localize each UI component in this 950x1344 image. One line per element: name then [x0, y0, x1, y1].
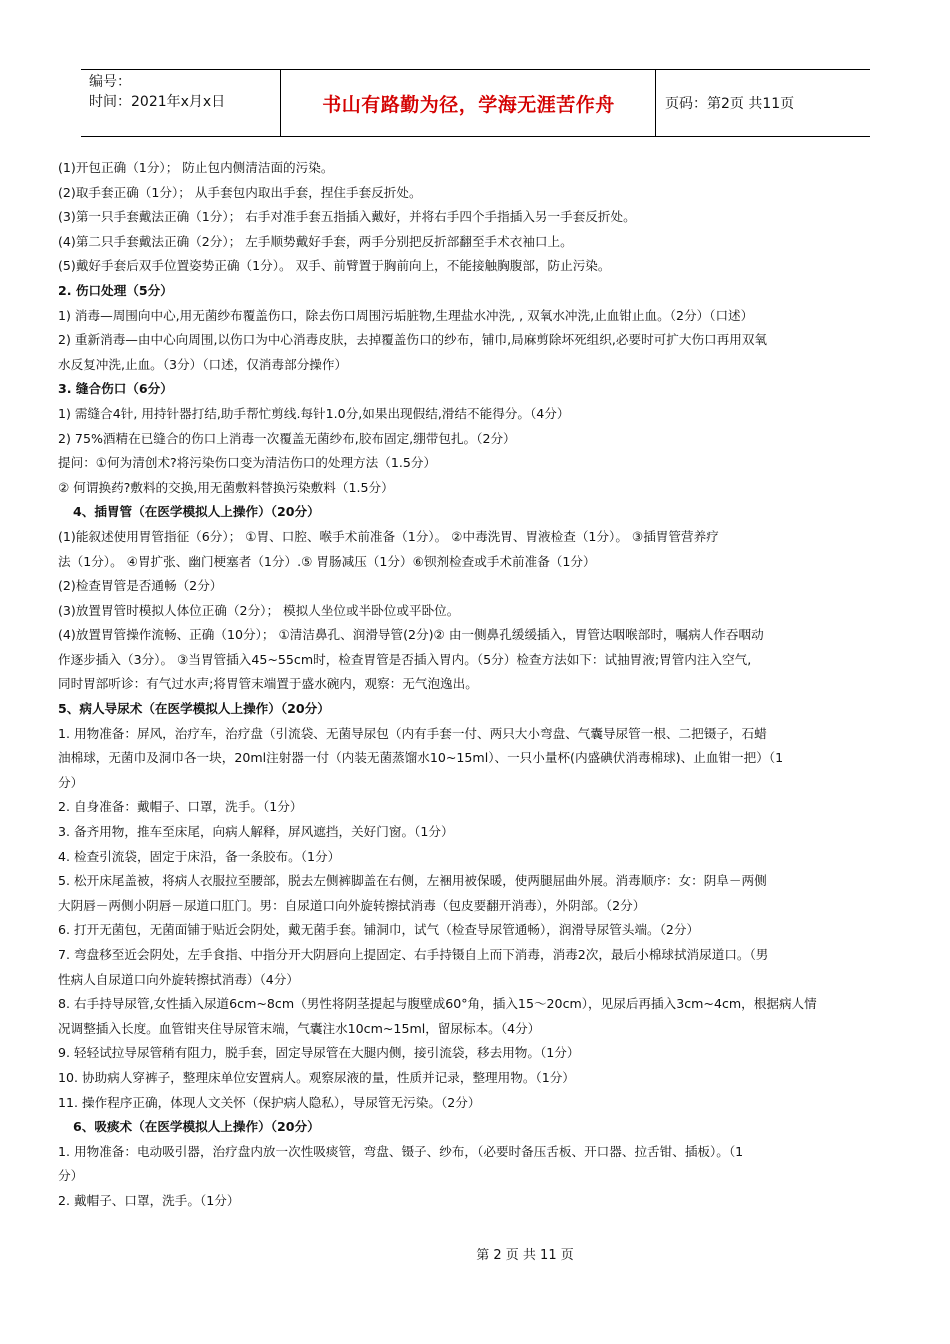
- text-line: 7. 弯盘移至近会阴处，左手食指、中指分开大阴唇向上提固定、右手持镊自上而下消毒，消毒2次，最后小棉球拭消尿道口。（男: [58, 947, 769, 962]
- text-line: 11. 操作程序正确，体现人文关怀（保护病人隐私），导尿管无污染。（2分）: [58, 1094, 481, 1110]
- text-line: 3. 备齐用物，推车至床尾，向病人解释，屏风遮挡，关好门窗。（1分）: [58, 824, 454, 840]
- text-line: 提问：①何为清创术?将污染伤口变为清洁伤口的处理方法（1.5分）: [58, 455, 437, 471]
- header-motto: 书山有路勤为径，学海无涯苦作舟: [282, 70, 656, 136]
- text-line: 10. 协助病人穿裤子，整理床单位安置病人。观察尿液的量，性质并记录，整理用物。（1分）: [58, 1069, 575, 1085]
- text-line: 1) 需缝合4针, 用持针器打结,助手帮忙剪线.每针1.0分,如果出现假结,滑结不能得分。（4分）: [58, 405, 570, 421]
- text-line: 油棉球，无菌巾及洞巾各一块，20ml注射器一付（内装无菌蒸馏水10~15ml）、一只小量杯(内盛碘伏消毒棉球)、止血钳一把）（1: [58, 750, 784, 766]
- text-line: (1)开包正确（1分）； 防止包内侧清洁面的污染。: [58, 160, 334, 175]
- text-line: 4. 检查引流袋，固定于床沿，备一条胶布。（1分）: [58, 848, 341, 864]
- header-page-number: 页码：第2页 共11页: [665, 96, 795, 112]
- text-line: (2)检查胃管是否通畅（2分）: [58, 578, 223, 594]
- text-line: (3)放置胃管时模拟人体位正确（2分）； 模拟人坐位或半卧位或平卧位。: [58, 602, 460, 618]
- text-line: 水反复冲洗,止血。（3分）（口述，仅消毒部分操作）: [58, 356, 348, 372]
- text-line: (4)第二只手套戴法正确（2分）； 左手顺势戴好手套，两手分别把反折部翻至手术衣袖口上。: [58, 233, 573, 249]
- text-line: 性病人自尿道口向外旋转擦拭消毒）（4分）: [58, 971, 299, 987]
- text-line: 分）: [58, 1168, 84, 1184]
- text-line: 2. 自身准备：戴帽子、口罩，洗手。（1分）: [58, 799, 303, 815]
- section-heading: 5、病人导尿术（在医学模拟人上操作）（20分）: [58, 701, 330, 717]
- section-heading: 4、插胃管（在医学模拟人上操作）（20分）: [73, 504, 320, 520]
- page-footer: 第 2 页 共 11 页: [476, 1248, 574, 1263]
- text-line: 8. 右手持导尿管,女性插入尿道6cm~8cm（男性将阴茎提起与腹壁成60°角，插入15～20cm），见尿后再插入3cm~4cm，根据病人情: [58, 996, 817, 1012]
- text-line: 5. 松开床尾盖被，将病人衣服拉至腰部，脱去左侧裤脚盖在右侧，左裍用被保暖，使两腿屈曲外展。消毒顺序：女：阴阜－两侧: [58, 873, 767, 889]
- text-line: ② 何谓换药?敷料的交换,用无菌敷料替换污染敷料（1.5分）: [58, 479, 394, 495]
- text-line: 1. 用物准备：电动吸引器，治疗盘内放一次性吸痰管，弯盘、镊子、纱布，（必要时备压舌板、开口器、拉舌钳、插板）。（1: [58, 1143, 744, 1159]
- section-heading: 6、吸痰术（在医学模拟人上操作）（20分）: [73, 1119, 320, 1135]
- document-number-label: 编号：: [89, 74, 131, 90]
- text-line: 大阴唇－两侧小阴唇－尿道口肛门。男：自尿道口向外旋转擦拭消毒（包皮要翻开消毒），外阴部。（2分）: [58, 897, 646, 913]
- text-line: 1. 用物准备：屏风，治疗车，治疗盘（引流袋、无菌导尿包（内有手套一付、两只大小弯盘、气囊导尿管一根、二把镊子，石蜡: [58, 725, 767, 741]
- text-line: 2. 戴帽子、口罩，洗手。（1分）: [58, 1192, 240, 1208]
- text-line: 分）: [58, 774, 84, 790]
- section-heading: 3. 缝合伤口（6分）: [58, 381, 173, 397]
- text-line: 2) 重新消毒—由中心向周围,以伤口为中心消毒皮肤，去掉覆盖伤口的纱布，铺巾,局麻剪除坏死组织,必要时可扩大伤口再用双氧: [58, 332, 768, 348]
- text-line: (1)能叙述使用胃管指征（6分）； ①胃、口腔、喉手术前准备（1分）。 ②中毒洗胃、胃液检查（1分）。 ③插胃管营养疗: [58, 528, 719, 544]
- text-line: (3)第一只手套戴法正确（1分）； 右手对准手套五指插入戴好，并将右手四个手指插入另一手套反折处。: [58, 209, 636, 225]
- text-line: (5)戴好手套后双手位置姿势正确（1分）。 双手、前臂置于胸前向上，不能接触胸腹部，防止污染。: [58, 258, 611, 274]
- text-line: 1) 消毒—周围向中心,用无菌纱布覆盖伤口，除去伤口周围污垢脏物,生理盐水冲洗, , 双氧水冲洗,止血钳止血。（2分）（口述）: [58, 307, 754, 323]
- text-line: (2)取手套正确（1分）； 从手套包内取出手套，捏住手套反折处。: [58, 184, 422, 200]
- header-info-cell: [81, 70, 281, 136]
- text-line: 法（1分）。 ④胃扩张、幽门梗塞者（1分）.⑤ 胃肠减压（1分）⑥钡剂检查或手术前准备（1分）: [58, 553, 596, 569]
- document-date-label: 时间：2021年x月x日: [89, 94, 226, 110]
- document-body: [58, 156, 894, 1214]
- text-line: 作逐步插入（3分）。 ③当胃管插入45~55cm时，检查胃管是否插入胃内。（5分）检查方法如下：试抽胃液;胃管内注入空气,: [58, 651, 752, 667]
- text-line: 况调整插入长度。血管钳夹住导尿管末端，气囊注水10cm~15ml，留尿标本。（4分）: [58, 1020, 541, 1036]
- text-line: 2) 75%酒精在已缝合的伤口上消毒一次覆盖无菌纱布,胶布固定,绷带包扎。（2分）: [58, 430, 516, 446]
- text-line: (4)放置胃管操作流畅、正确（10分）； ①清洁鼻孔、润滑导管(2分)② 由一侧鼻孔缓缓插入，胃管达咽喉部时，嘱病人作吞咽动: [58, 627, 764, 643]
- text-line: 同时胃部听诊：有气过水声;将胃管末端置于盛水碗内，观察：无气泡逸出。: [58, 676, 478, 692]
- section-heading: 2. 伤口处理（5分）: [58, 282, 173, 298]
- text-line: 6. 打开无菌包，无菌面铺于贴近会阴处，戴无菌手套。铺洞巾，试气（检查导尿管通畅），润滑导尿管头端。（2分）: [58, 922, 700, 938]
- page-header: [81, 69, 870, 137]
- text-line: 9. 轻轻试拉导尿管稍有阻力，脱手套，固定导尿管在大腿内侧，接引流袋，移去用物。（1分）: [58, 1045, 580, 1061]
